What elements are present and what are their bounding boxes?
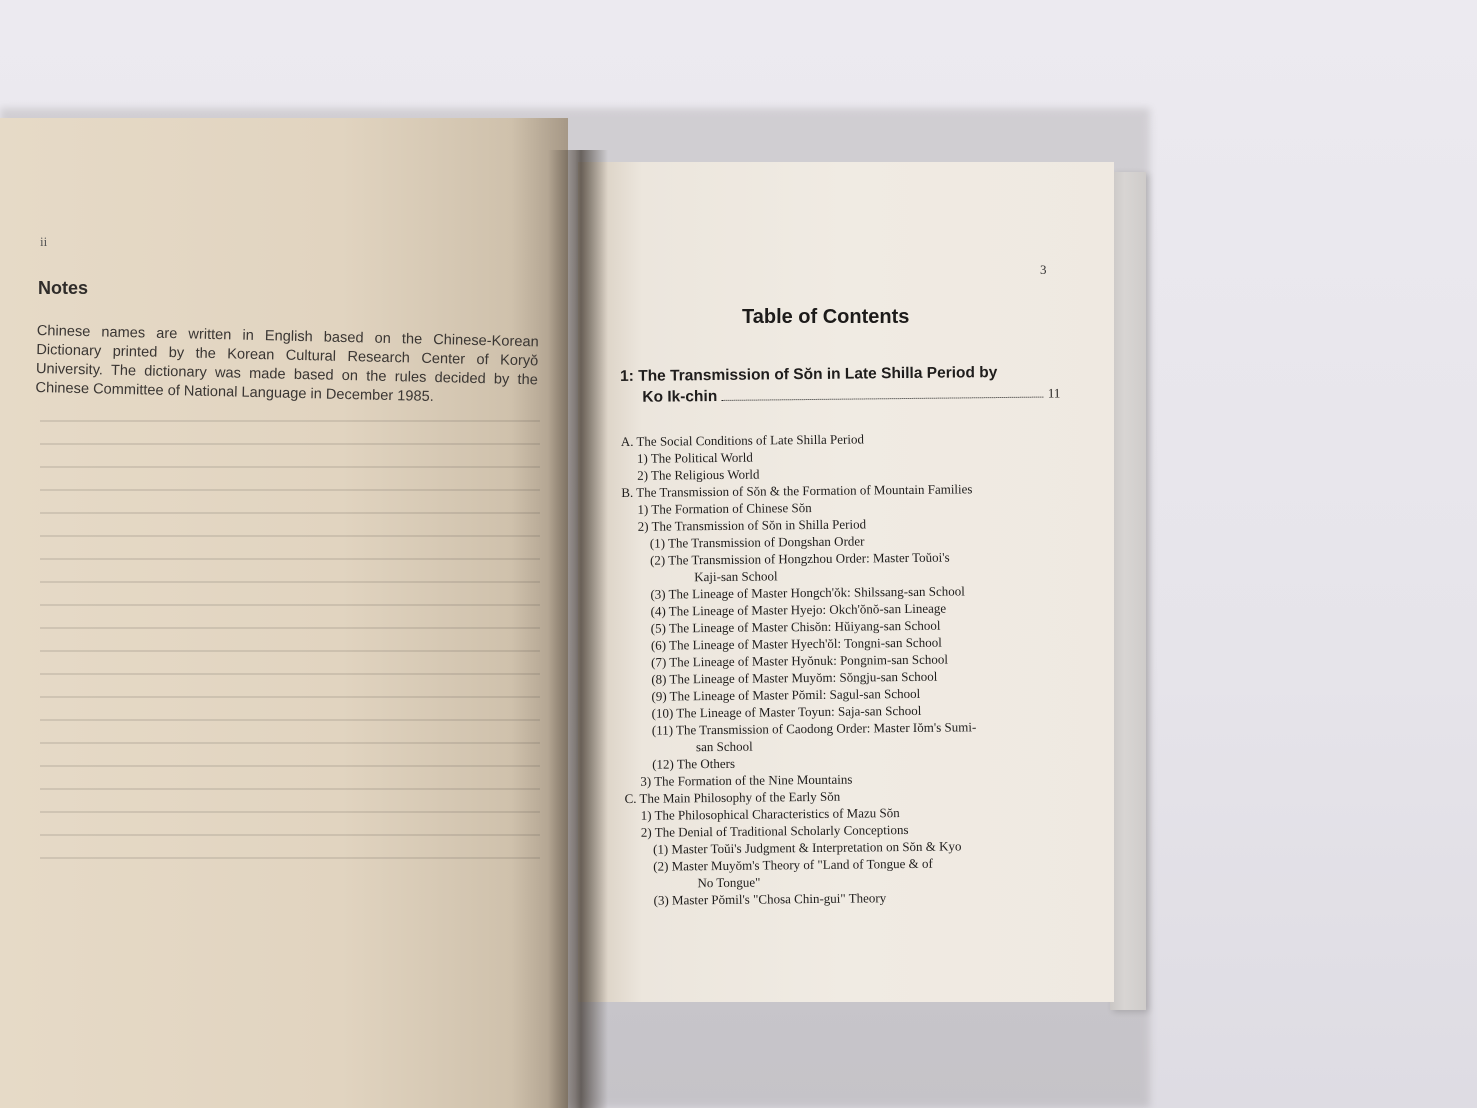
toc-chapter-author: Ko Ik-chin [642, 387, 718, 406]
toc-entry-text: 2) The Denial of Traditional Scholarly Conceptions [640, 822, 909, 840]
table-of-contents [620, 361, 1066, 909]
toc-entry-continuation: No Tongue" [697, 874, 761, 891]
toc-entry-list [621, 428, 1066, 909]
toc-entry-text: 2) The Transmission of Sŏn in Shilla Period [637, 516, 867, 534]
toc-entry-text: 1) The Philosophical Characteristics of Mazu Sŏn [640, 805, 900, 823]
toc-entry-text: (1) The Transmission of Dongshan Order [649, 533, 865, 551]
toc-entry-text: (11) The Transmission of Caodong Order: Master Iŏm's Sumi- [651, 719, 977, 738]
left-page-number: ii [40, 234, 48, 249]
toc-chapter [620, 361, 1060, 408]
toc-entry-continuation: Kaji-san School [694, 568, 778, 585]
toc-entry-text: (5) The Lineage of Master Chisŏn: Hŭiyang-san School [650, 617, 941, 636]
toc-leader-dots [721, 396, 1044, 401]
toc-entry-text: (2) The Transmission of Hongzhou Order: Master Toŭoi's [649, 549, 950, 568]
toc-entry-text: 1) The Formation of Chinese Sŏn [637, 500, 812, 517]
toc-chapter-page: 11 [1047, 385, 1061, 401]
toc-entry-text: (4) The Lineage of Master Hyejo: Okch'ŏnŏ-san Lineage [650, 600, 947, 619]
toc-entry-text: (6) The Lineage of Master Hyech'ŏl: Tongni-san School [650, 634, 942, 653]
toc-entry-text: C. The Main Philosophy of the Early Sŏn [624, 788, 841, 806]
toc-entry-text: (3) The Lineage of Master Hongch'ŏk: Shilssang-san School [650, 583, 965, 602]
toc-entry [625, 853, 1065, 892]
toc-entry-text: (7) The Lineage of Master Hyŏnuk: Pongnim-san School [651, 651, 949, 670]
toc-entry-text: A. The Social Conditions of Late Shilla Period [620, 431, 864, 449]
toc-heading: Table of Contents [742, 306, 910, 328]
toc-entry-text: (2) Master Muyŏm's Theory of "Land of Tongue & of [653, 855, 933, 874]
toc-entry-text: (3) Master Pŏmil's "Chosa Chin-gui" Theory [653, 890, 887, 908]
toc-entry [622, 547, 1062, 586]
toc-entry-text: (8) The Lineage of Master Muyŏm: Sŏngju-san School [651, 668, 938, 687]
toc-entry-text: 1) The Political World [636, 449, 753, 466]
bleed-through-text [40, 420, 540, 890]
book-gutter [548, 150, 608, 1108]
toc-entry-text: 3) The Formation of the Nine Mountains [640, 771, 853, 789]
notes-heading: Notes [38, 278, 89, 298]
toc-entry-text: (9) The Lineage of Master Pŏmil: Sagul-san School [651, 685, 921, 704]
book-cover-edge [1110, 172, 1146, 1010]
notes-body: Chinese names are written in English based on the Chinese-Korean Dictionary printed by the Korean Cultural Research Center of Koryŏ University. The dictionary was made based on the rules decided by the Chinese Committee of National Language in December 1985. [35, 322, 539, 406]
toc-entry-continuation: san School [695, 738, 753, 755]
toc-entry-text: (1) Master Toŭi's Judgment & Interpretation on Sŏn & Kyo [652, 838, 962, 857]
right-page-number: 3 [1040, 262, 1047, 277]
toc-entry-text: (10) The Lineage of Master Toyun: Saja-san School [651, 702, 922, 721]
toc-chapter-title: 1: The Transmission of Sŏn in Late Shilla Period by [620, 364, 998, 385]
toc-entry [624, 717, 1064, 756]
toc-entry-text: B. The Transmission of Sŏn & the Formation of Mountain Families [621, 481, 973, 500]
toc-entry-text: 2) The Religious World [637, 466, 760, 483]
toc-entry-text: (12) The Others [652, 755, 736, 772]
